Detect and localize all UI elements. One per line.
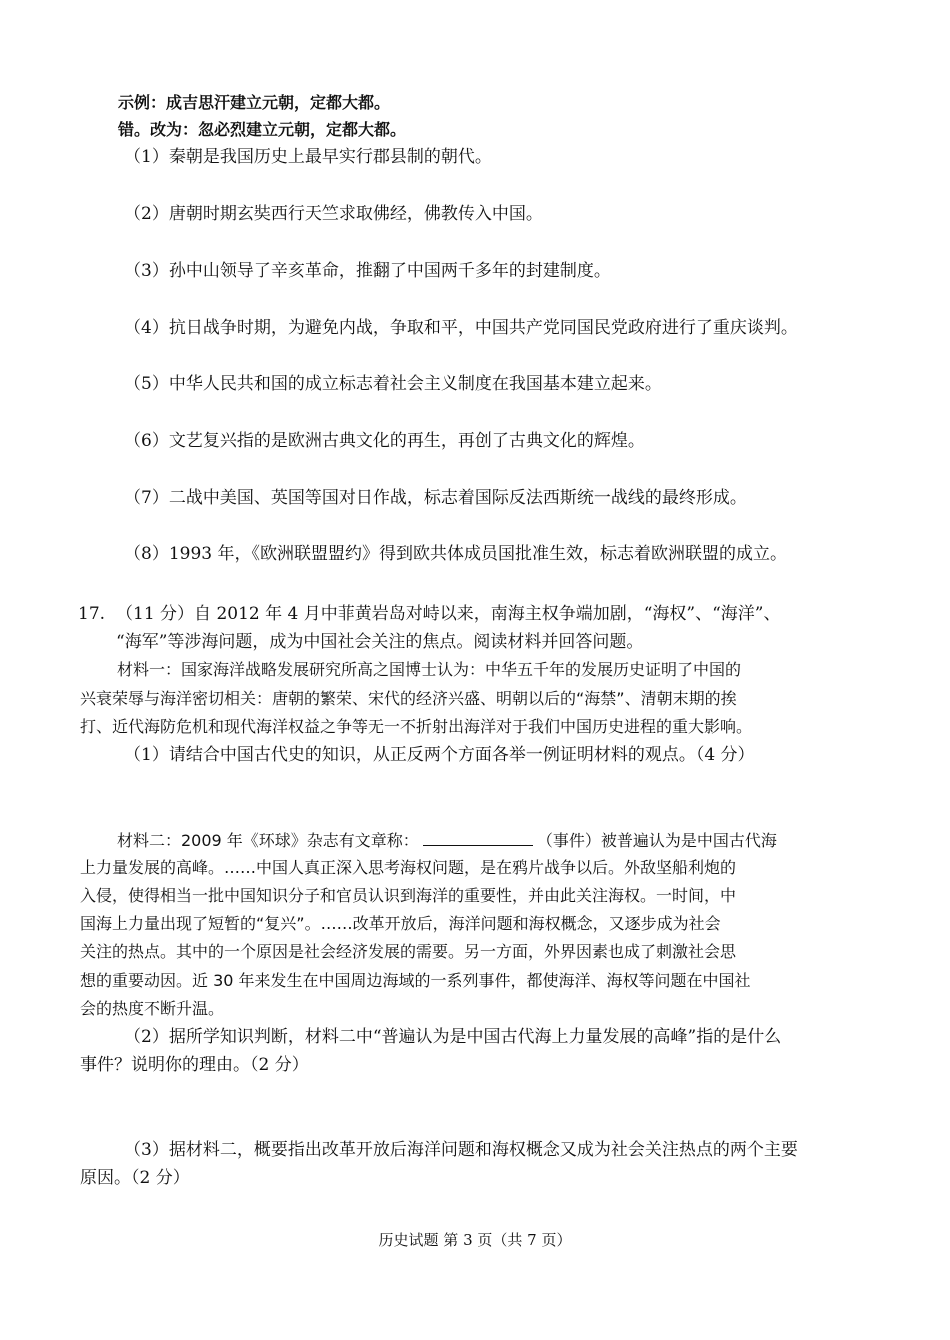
judgment-item: （5）中华人民共和国的成立标志着社会主义制度在我国基本建立起来。: [124, 374, 662, 394]
material-one-line: 兴衰荣辱与海洋密切相关：唐朝的繁荣、宋代的经济兴盛、明朝以后的“海禁”、清朝末期的挨: [80, 689, 737, 708]
example-line: 示例：成吉思汗建立元朝，定都大都。: [118, 93, 391, 112]
judgment-item: （2）唐朝时期玄奘西行天竺求取佛经，佛教传入中国。: [124, 204, 543, 224]
material-two-line: 国海上力量出现了短暂的“复兴”。……改革开放后，海洋问题和海权概念，又逐步成为社会: [80, 914, 721, 933]
question-intro: （11 分）自 2012 年 4 月中菲黄岩岛对峙以来，南海主权争端加剧，“海权”、“海洋”、: [116, 604, 781, 624]
material-one-line: 打、近代海防危机和现代海洋权益之争等无一不折射出海洋对于我们中国历史进程的重大影响。: [80, 717, 753, 736]
material-two-line: 入侵，使得相当一批中国知识分子和官员认识到海洋的重要性，并由此关注海权。一时间，中: [80, 886, 737, 905]
material-two-line: 关注的热点。其中的一个原因是社会经济发展的需要。另一方面，外界因素也成了刺激社会思: [80, 942, 737, 961]
judgment-item: （7）二战中美国、英国等国对日作战，标志着国际反法西斯统一战线的最终形成。: [124, 488, 747, 508]
sub-question-1: （1）请结合中国古代史的知识，从正反两个方面各举一例证明材料的观点。（4 分）: [124, 745, 755, 765]
answer-blank[interactable]: [423, 829, 533, 846]
example-answer-line: 错。改为：忽必烈建立元朝，定都大都。: [118, 120, 407, 139]
judgment-item: （8）1993 年，《欧洲联盟盟约》得到欧共体成员国批准生效，标志着欧洲联盟的成立。: [124, 544, 787, 564]
material-two-first-line: [117, 829, 777, 852]
judgment-item: （4）抗日战争时期，为避免内战，争取和平，中国共产党同国民党政府进行了重庆谈判。: [124, 318, 798, 338]
judgment-item: （6）文艺复兴指的是欧洲古典文化的再生，再创了古典文化的辉煌。: [124, 431, 645, 451]
material-two-text: （事件）被普遍认为是中国古代海: [536, 831, 777, 850]
material-two-line: 上力量发展的高峰。……中国人真正深入思考海权问题，是在鸦片战争以后。外敌坚船利炮的: [80, 858, 737, 877]
sub-question-2: 事件？说明你的理由。（2 分）: [80, 1055, 309, 1075]
question-intro: “海军”等涉海问题，成为中国社会关注的焦点。阅读材料并回答问题。: [116, 632, 644, 652]
material-two-line: 想的重要动因。近 30 年来发生在中国周边海域的一系列事件，都使海洋、海权等问题在中国社: [80, 971, 751, 990]
sub-question-3: （3）据材料二，概要指出改革开放后海洋问题和海权概念又成为社会关注热点的两个主要: [124, 1140, 798, 1160]
judgment-item: （1）秦朝是我国历史上最早实行郡县制的朝代。: [124, 147, 492, 167]
judgment-item: （3）孙中山领导了辛亥革命，推翻了中国两千多年的封建制度。: [124, 261, 611, 281]
material-two-text: 材料二：2009 年《环球》杂志有文章称：: [117, 831, 419, 850]
sub-question-3: 原因。（2 分）: [80, 1168, 190, 1188]
question-number: 17.: [78, 604, 106, 624]
material-one-line: 材料一：国家海洋战略发展研究所高之国博士认为：中华五千年的发展历史证明了中国的: [117, 660, 742, 679]
page-footer: 历史试题 第 3 页（共 7 页）: [378, 1231, 572, 1249]
material-two-line: 会的热度不断升温。: [80, 999, 225, 1018]
sub-question-2: （2）据所学知识判断，材料二中“普遍认为是中国古代海上力量发展的高峰”指的是什么: [124, 1027, 782, 1047]
